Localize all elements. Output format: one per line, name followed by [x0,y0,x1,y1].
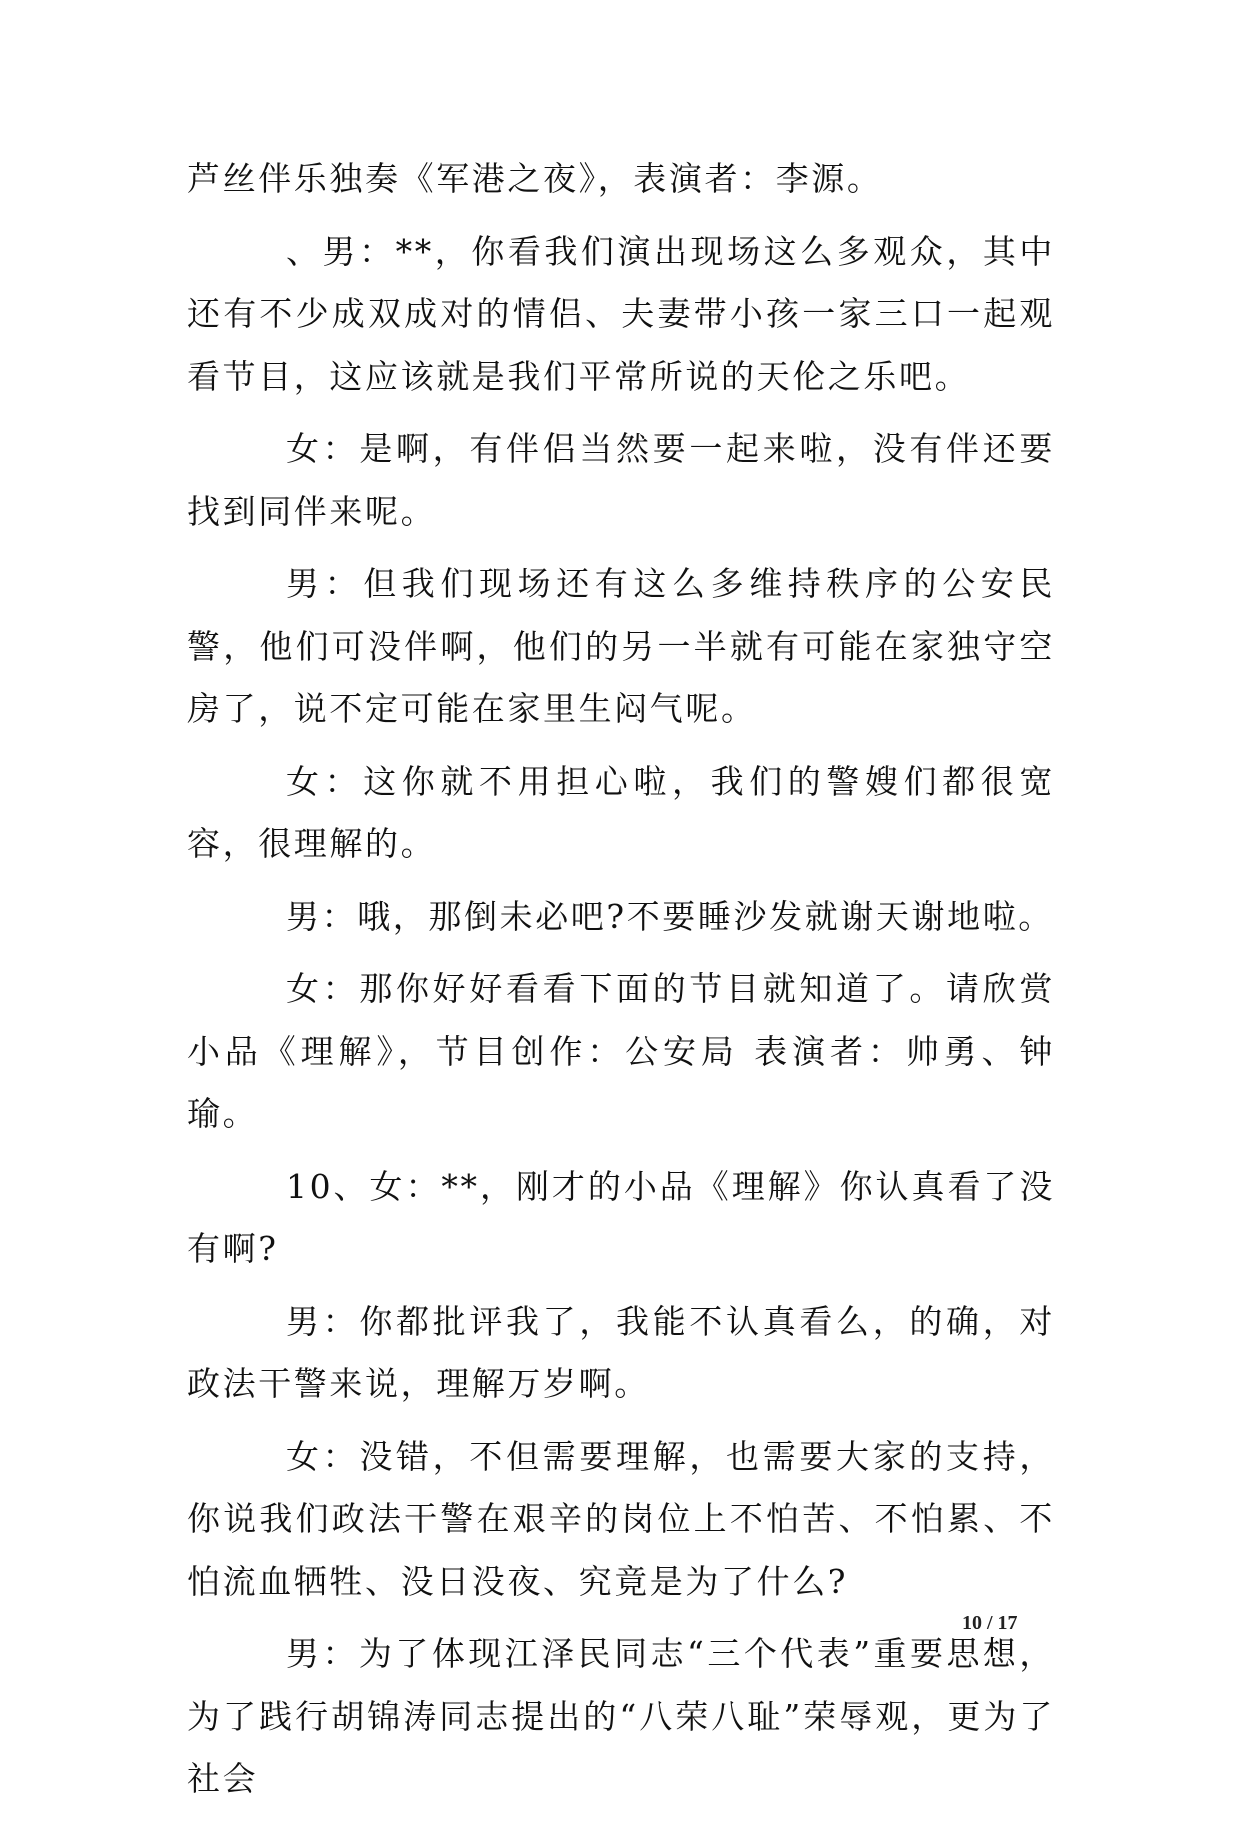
paragraph: 、男：**，你看我们演出现场这么多观众，其中还有不少成双成对的情侣、夫妻带小孩一家三口一起观看节目，这应该就是我们平常所说的天伦之乐吧。 [187,231,1055,396]
body-text [187,148,1055,1821]
paragraph: 女：这你就不用担心啦，我们的警嫂们都很宽容，很理解的。 [187,761,1055,863]
paragraph: 芦丝伴乐独奏《军港之夜》，表演者：李源。 [187,159,883,198]
paragraph: 男：但我们现场还有这么多维持秩序的公安民警，他们可没伴啊，他们的另一半就有可能在家独守空房了，说不定可能在家里生闷气呢。 [187,564,1055,728]
paragraph: 10、女：**，刚才的小品《理解》你认真看了没有啊? [187,1166,1055,1268]
paragraph: 女：没错，不但需要理解，也需要大家的支持，你说我们政法干警在艰辛的岗位上不怕苦、不怕累、不怕流血牺牲、没日没夜、究竟是为了什么? [187,1436,1055,1601]
paragraph: 男：你都批评我了，我能不认真看么，的确，对政法干警来说，理解万岁啊。 [187,1301,1055,1403]
paragraph: 男：为了体现江泽民同志“三个代表”重要思想，为了践行胡锦涛同志提出的“八荣八耻”荣辱观，更为了社会 [187,1634,1055,1798]
paragraph: 男：哦，那倒未必吧?不要睡沙发就谢天谢地啦。 [286,896,1054,936]
paragraph: 女：那你好好看看下面的节目就知道了。请欣赏小品《理解》，节目创作：公安局 表演者：帅勇、钟瑜。 [187,969,1055,1133]
paragraph: 女：是啊，有伴侣当然要一起来啦，没有伴还要找到同伴来呢。 [187,429,1055,531]
page-number: 10 / 17 [962,1612,1018,1634]
